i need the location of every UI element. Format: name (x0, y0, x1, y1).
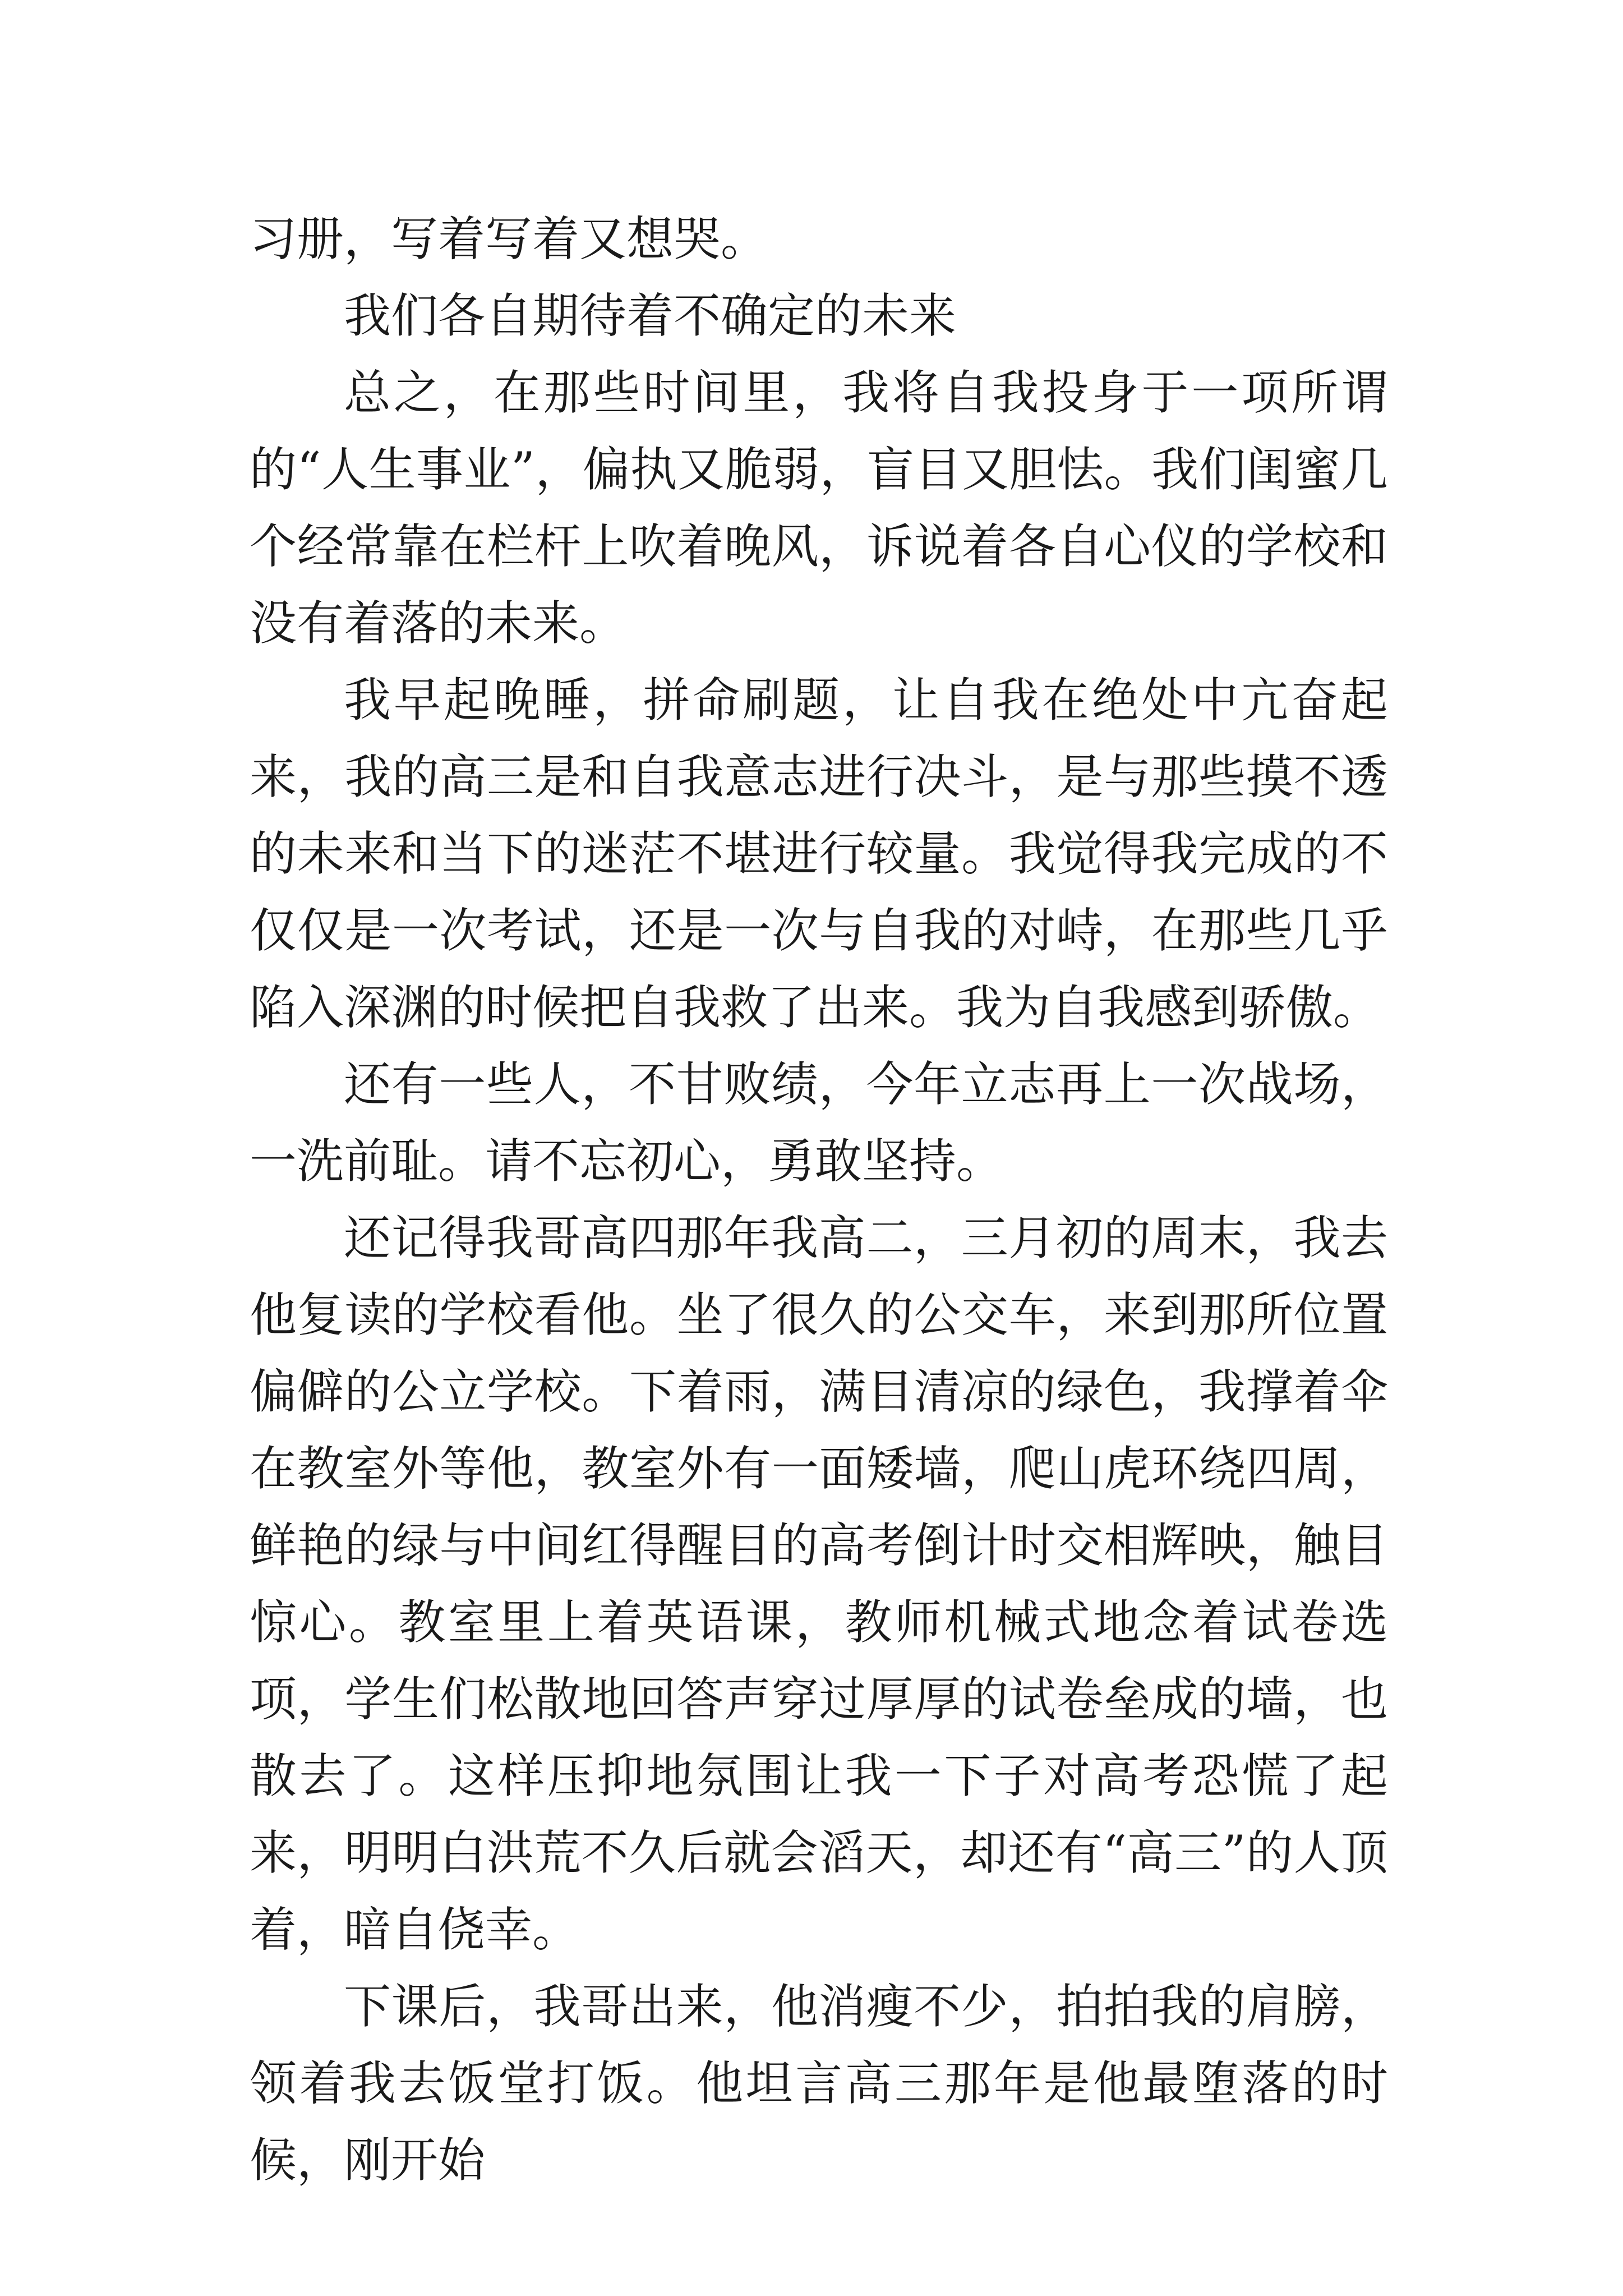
paragraph: 还有一些人，不甘败绩，今年立志再上一次战场，一洗前耻。请不忘初心，勇敢坚持。 (250, 1057, 1388, 1189)
document-body (250, 201, 1388, 2199)
paragraph: 下课后，我哥出来，他消瘦不少，拍拍我的肩膀，领着我去饭堂打饭。他坦言高三那年是他最堕落的时候，刚开始 (250, 1979, 1388, 2188)
paragraph: 总之，在那些时间里，我将自我投身于一项所谓的“人生事业”，偏执又脆弱，盲目又胆怯。我们闺蜜几个经常靠在栏杆上吹着晚风，诉说着各自心仪的学校和没有着落的未来。 (250, 365, 1388, 651)
paragraph-heading: 我们各自期待着不确定的未来 (344, 288, 957, 343)
paragraph: 我早起晚睡，拼命刷题，让自我在绝处中亢奋起来，我的高三是和自我意志进行决斗，是与那些摸不透的未来和当下的迷茫不堪进行较量。我觉得我完成的不仅仅是一次考试，还是一次与自我的对峙，在那些几乎陷入深渊的时候把自我救了出来。我为自我感到骄傲。 (250, 673, 1388, 1035)
paragraph-continued: 习册，写着写着又想哭。 (250, 211, 768, 266)
paragraph: 还记得我哥高四那年我高二，三月初的周末，我去他复读的学校看他。坐了很久的公交车，来到那所位置偏僻的公立学校。下着雨，满目清凉的绿色，我撑着伞在教室外等他，教室外有一面矮墙，爬山虎环绕四周，鲜艳的绿与中间红得醒目的高考倒计时交相辉映，触目惊心。教室里上着英语课，教师机械式地念着试卷选项，学生们松散地回答声穿过厚厚的试卷垒成的墙，也散去了。这样压抑地氛围让我一下子对高考恐慌了起来，明明白洪荒不久后就会滔天，却还有“高三”的人顶着，暗自侥幸。 (250, 1211, 1388, 1957)
